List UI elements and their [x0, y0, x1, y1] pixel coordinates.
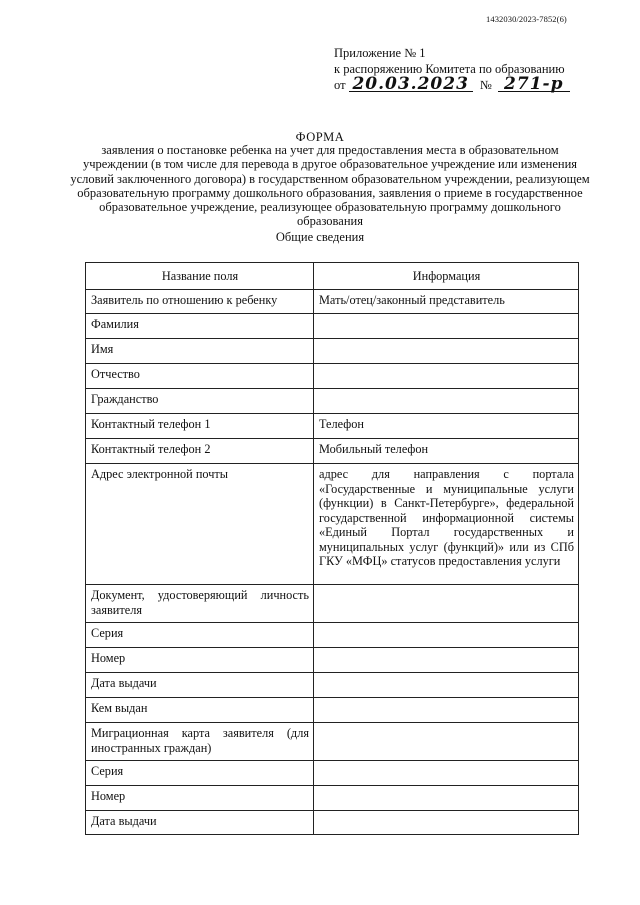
table-row — [86, 811, 579, 835]
field-cell: Номер — [86, 786, 314, 811]
info-cell[interactable] — [314, 364, 579, 389]
info-cell[interactable] — [314, 786, 579, 811]
field-cell: Фамилия — [86, 314, 314, 339]
appendix-block — [334, 46, 570, 94]
table-header-row — [86, 263, 579, 290]
handwritten-number: 271-р — [498, 77, 570, 92]
appendix-title: Приложение № 1 — [334, 46, 426, 60]
section-title: Общие сведения — [275, 230, 365, 244]
info-cell[interactable] — [314, 648, 579, 673]
table-row — [86, 623, 579, 648]
field-cell: Кем выдан — [86, 698, 314, 723]
field-cell: Дата выдачи — [86, 673, 314, 698]
form-subtitle: заявления о постановке ребенка на учет для предоставления места в образовательном учреждении (в том числе для перевода в другое образовательное учреждение или изменения условий заключенного договора) в государственном образовательном учреждении, реализующем образовательную программу дошкольного образования, заявления о приеме в государственное образовательное учреждение, реализующее образовательную программу дошкольного образования — [70, 143, 590, 229]
table-row — [86, 314, 579, 339]
table-row — [86, 389, 579, 414]
table-row — [86, 290, 579, 314]
field-cell: Номер — [86, 648, 314, 673]
field-cell: Контактный телефон 1 — [86, 414, 314, 439]
table-row — [86, 414, 579, 439]
field-cell: Гражданство — [86, 389, 314, 414]
info-cell[interactable] — [314, 585, 579, 623]
field-cell: Миграционная карта заявителя (для иностранных граждан) — [86, 723, 314, 761]
info-cell[interactable] — [314, 623, 579, 648]
column-header-field: Название поля — [86, 263, 314, 290]
number-label: № — [479, 78, 492, 92]
table-row — [86, 723, 579, 761]
info-cell: Мать/отец/законный представитель — [314, 290, 579, 314]
document-id: 1432030/2023-7852(6) — [486, 14, 567, 24]
table-row — [86, 698, 579, 723]
field-cell: Заявитель по отношению к ребенку — [86, 290, 314, 314]
field-cell: Серия — [86, 623, 314, 648]
table-row — [86, 339, 579, 364]
field-cell: Контактный телефон 2 — [86, 439, 314, 464]
table-row — [86, 673, 579, 698]
info-cell[interactable] — [314, 314, 579, 339]
appendix-date-number — [334, 74, 570, 94]
from-label: от — [334, 78, 346, 92]
info-cell[interactable] — [314, 698, 579, 723]
appendix-reference: к распоряжению Комитета по образованию — [334, 61, 565, 76]
info-cell: Телефон — [314, 414, 579, 439]
handwritten-date: 20.03.2023 — [349, 77, 473, 92]
info-cell[interactable] — [314, 761, 579, 786]
field-cell: Имя — [86, 339, 314, 364]
table-row — [86, 761, 579, 786]
application-form-table — [85, 262, 579, 835]
info-cell[interactable] — [314, 389, 579, 414]
field-cell: Отчество — [86, 364, 314, 389]
info-cell[interactable] — [314, 811, 579, 835]
table-row — [86, 464, 579, 585]
info-cell[interactable] — [314, 723, 579, 761]
field-cell: Адрес электронной почты — [86, 464, 314, 585]
field-cell: Серия — [86, 761, 314, 786]
info-cell[interactable] — [314, 339, 579, 364]
table-row — [86, 439, 579, 464]
info-cell: адрес для направления с портала «Государственные и муниципальные услуги (функции) в Санкт-Петербурге», федеральной государственной информационной системы «Единый Портал государственных и муниципальных услуг (функций)» или из СПб ГКУ «МФЦ» статусов предоставления услуги — [314, 464, 579, 585]
info-cell: Мобильный телефон — [314, 439, 579, 464]
field-cell: Дата выдачи — [86, 811, 314, 835]
column-header-info: Информация — [314, 263, 579, 290]
field-cell: Документ, удостоверяющий личность заявителя — [86, 585, 314, 623]
table-row — [86, 364, 579, 389]
info-cell[interactable] — [314, 673, 579, 698]
table-row — [86, 585, 579, 623]
form-title: ФОРМА — [295, 130, 345, 144]
table-row — [86, 786, 579, 811]
table-row — [86, 648, 579, 673]
